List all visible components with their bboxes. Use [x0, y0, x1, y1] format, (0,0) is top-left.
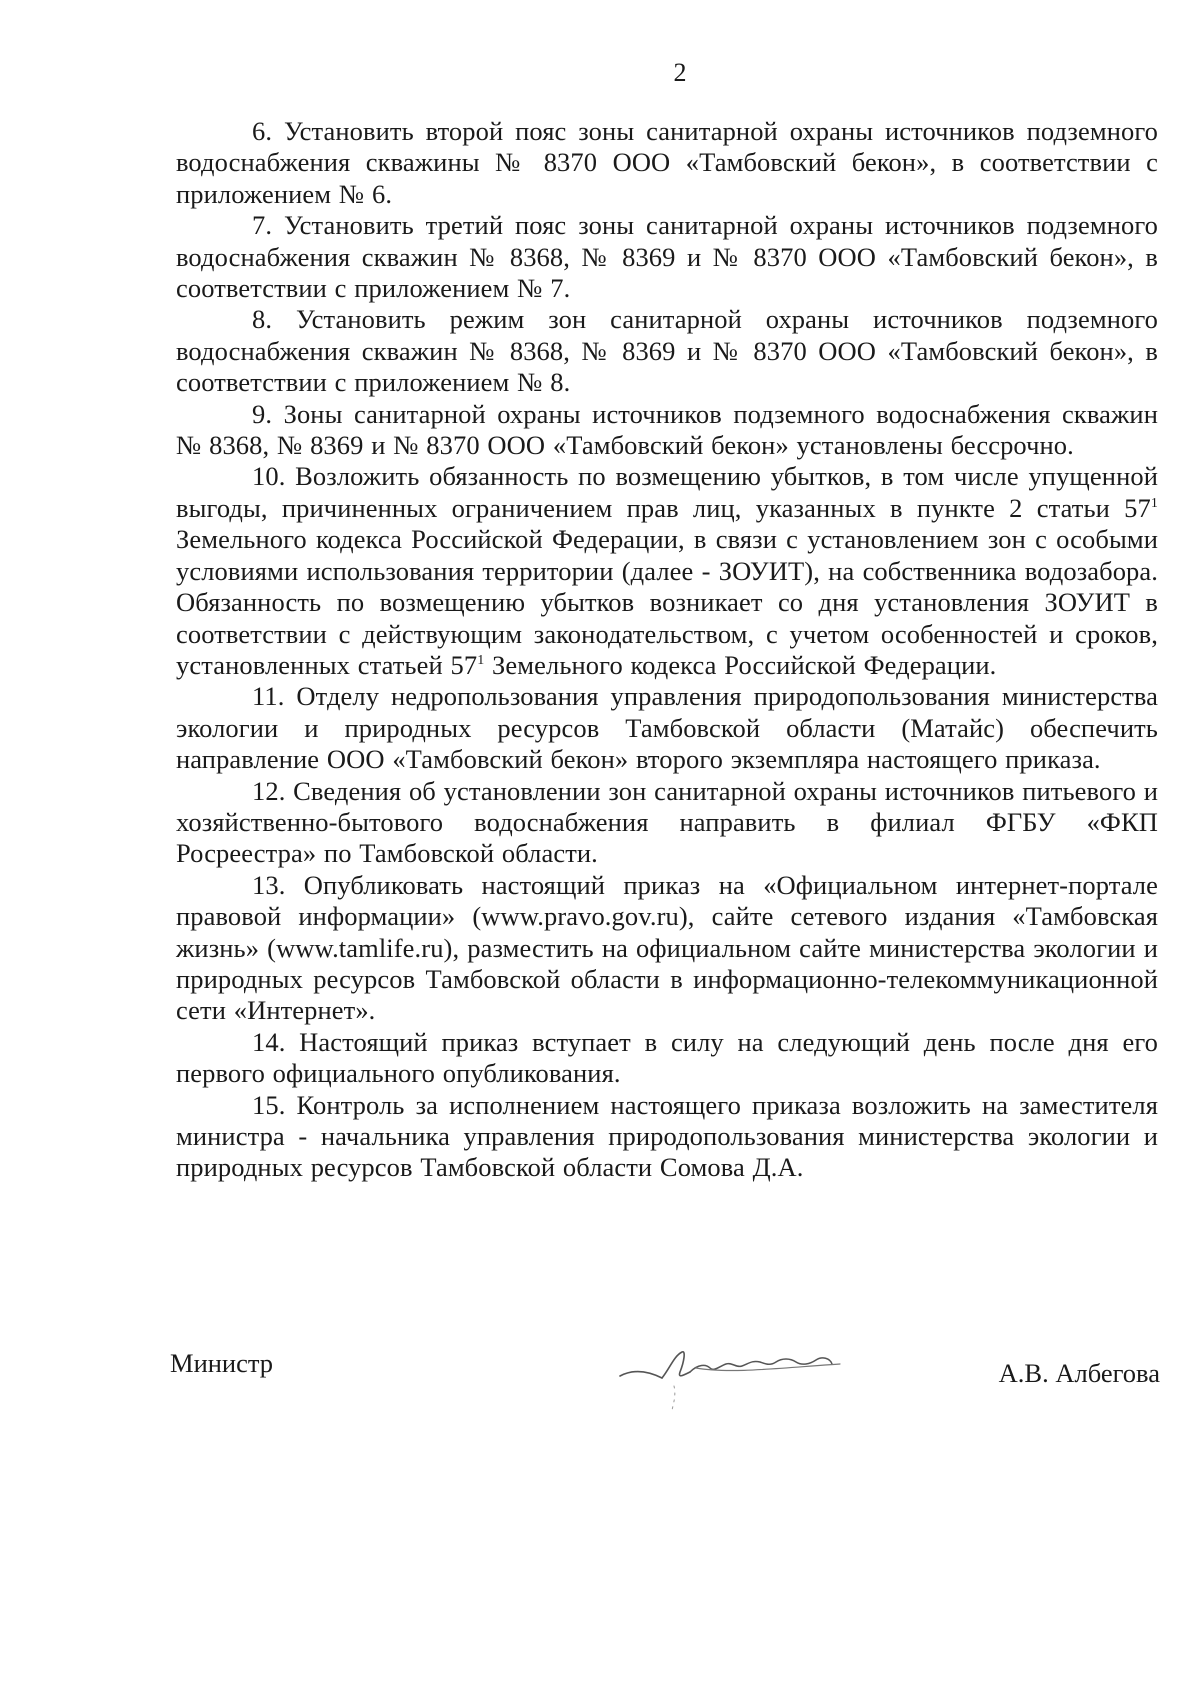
paragraph-item-11: 11. Отделу недропользования управления природопользования министерства экологии и природных ресурсов Тамбовской области (Матайс) обеспечить направление ООО «Тамбовский бекон» второго экземпляра настоящего приказа. [176, 681, 1158, 775]
signatory-name: А.В. Албегова [998, 1358, 1160, 1388]
paragraph-10-part3: Земельного кодекса Российской Федерации. [484, 649, 997, 680]
paragraph-item-15: 15. Контроль за исполнением настоящего приказа возложить на заместителя министра - начальника управления природопользования министерства экологии и природных ресурсов Тамбовской области Сомова Д.А. [176, 1089, 1158, 1183]
paragraph-item-8: 8. Установить режим зон санитарной охраны источников подземного водоснабжения скважин № 8368, № 8369 и № 8370 ООО «Тамбовский бекон», в соответствии с приложением № 8. [176, 304, 1158, 398]
paragraph-item-12: 12. Сведения об установлении зон санитарной охраны источников питьевого и хозяйственно-бытового водоснабжения направить в филиал ФГБУ «ФКП Росреестра» по Тамбовской области. [176, 775, 1158, 869]
superscript-2: 1 [477, 653, 485, 669]
page-number: 2 [673, 58, 687, 87]
paragraph-item-14: 14. Настоящий приказ вступает в силу на следующий день после дня его первого официального опубликования. [176, 1026, 1158, 1089]
paragraph-item-9: 9. Зоны санитарной охраны источников подземного водоснабжения скважин № 8368, № 8369 и № 8370 ООО «Тамбовский бекон» установлены бессрочно. [176, 398, 1158, 461]
paragraph-item-7: 7. Установить третий пояс зоны санитарной охраны источников подземного водоснабжения скважин № 8368, № 8369 и № 8370 ООО «Тамбовский бекон», в соответствии с приложением № 7. [176, 210, 1158, 304]
paragraph-10-part1: 10. Возложить обязанность по возмещению убытков, в том числе упущенной выгоды, причиненных ограничением прав лиц, указанных в пункте 2 статьи 57 [176, 461, 1158, 523]
signature-block [170, 1348, 1160, 1418]
paragraph-item-10 [176, 461, 1158, 681]
superscript-1: 1 [1150, 496, 1158, 512]
paragraph-item-6: 6. Установить второй пояс зоны санитарной охраны источников подземного водоснабжения скважины № 8370 ООО «Тамбовский бекон», в соответствии с приложением № 6. [176, 116, 1158, 209]
paragraph-10-part2: Земельного кодекса Российской Федерации, в связи с установлением зон с особыми условиями использования территории (далее - ЗОУИТ), на собственника водозабора. Обязанность по возмещению убытков возникает со дня установления ЗОУИТ в соответствии с действующим законодательством, с учетом особенностей и сроков, установленных статьей 57 [176, 524, 1158, 680]
handwritten-signature-image [610, 1338, 860, 1418]
paragraph-item-13: 13. Опубликовать настоящий приказ на «Официальном интернет-портале правовой информации» (www.pravo.gov.ru), сайте сетевого издания «Тамбовская жизнь» (www.tamlife.ru), разместить на официальном сайте министерства экологии и природных ресурсов Тамбовской области в информационно-телекоммуникационной сети «Интернет». [176, 869, 1158, 1026]
document-body [176, 116, 1158, 1184]
signatory-role: Министр [170, 1348, 274, 1378]
